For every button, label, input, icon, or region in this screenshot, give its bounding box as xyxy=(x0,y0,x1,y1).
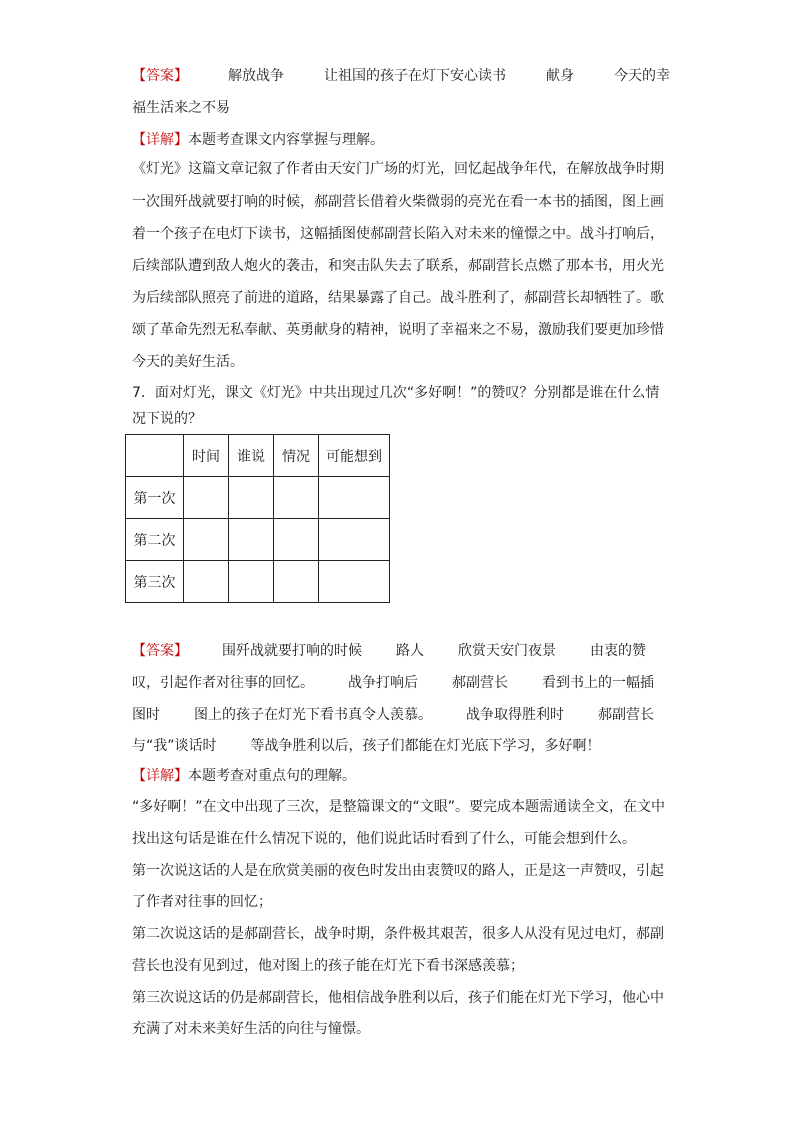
detail-lead: 本题考查课文内容掌握与理解。 xyxy=(188,132,384,148)
answer-line xyxy=(132,641,646,661)
question-line: 况下说的？ xyxy=(132,411,202,427)
detail-tag: 【详解】 xyxy=(132,768,188,784)
detail-text-line: 第一次说这话的人是在欣赏美丽的夜色时发出由衷赞叹的路人，正是这一声赞叹，引起 xyxy=(132,863,664,879)
table-cell xyxy=(274,477,319,519)
detail-text-line: 营长也没有见到过，他对图上的孩子能在灯光下看书深感羡慕； xyxy=(132,958,524,974)
table-cell xyxy=(274,519,319,561)
table-corner-cell xyxy=(126,435,184,477)
table-cell xyxy=(319,561,390,603)
detail-text-line: 了作者对往事的回忆； xyxy=(132,894,272,910)
detail-tag: 【详解】 xyxy=(132,132,188,148)
answer-item: 郝副营长 xyxy=(452,675,508,691)
answer-item: 路人 xyxy=(396,643,424,659)
table-row xyxy=(126,561,390,603)
table-cell xyxy=(184,561,229,603)
question-line: 7．面对灯光，课文《灯光》中共出现过几次“多好啊！”的赞叹？分别都是谁在什么情 xyxy=(132,385,660,401)
table-cell xyxy=(229,561,274,603)
answer-tag: 【答案】 xyxy=(132,643,188,659)
table-cell xyxy=(229,519,274,561)
answer-item: 与“我”谈话时 xyxy=(132,738,217,754)
table-cell xyxy=(229,477,274,519)
table-row-label: 第二次 xyxy=(126,519,184,561)
table-row-label: 第一次 xyxy=(126,477,184,519)
answer-item: 等战争胜利以后，孩子们都能在灯光底下学习，多好啊！ xyxy=(250,738,601,754)
table-header-cell: 情况 xyxy=(274,435,319,477)
table-row xyxy=(126,519,390,561)
answer-item: 围歼战就要打响的时候 xyxy=(222,643,362,659)
table-row-label: 第三次 xyxy=(126,561,184,603)
detail-text-line: 着一个孩子在电灯下读书，这幅插图使郝副营长陷入对未来的憧憬之中。战斗打响后， xyxy=(132,226,664,242)
answer-table xyxy=(125,434,390,603)
detail-text-line: 颂了革命先烈无私奉献、英勇献身的精神，说明了幸福来之不易，激励我们要更加珍惜 xyxy=(132,322,664,338)
table-cell xyxy=(184,477,229,519)
detail-text-line: “多好啊！”在文中出现了三次，是整篇课文的“文眼”。要完成本题需通读全文，在文中 xyxy=(132,799,666,815)
detail-text-line: 《灯光》这篇文章记叙了作者由天安门广场的灯光，回忆起战争年代，在解放战争时期 xyxy=(132,161,664,177)
detail-text-line: 找出这句话是谁在什么情况下说的，他们说此话时看到了什么，可能会想到什么。 xyxy=(132,831,636,847)
table-cell xyxy=(274,561,319,603)
answer-item: 看到书上的一幅插 xyxy=(542,675,654,691)
answer-item: 解放战争 xyxy=(228,68,284,84)
answer-item: 郝副营长 xyxy=(598,707,654,723)
table-header-cell: 可能想到 xyxy=(319,435,390,477)
table-cell xyxy=(319,519,390,561)
detail-text-line: 为后续部队照亮了前进的道路，结果暴露了自己。战斗胜利了，郝副营长却牺牲了。歌 xyxy=(132,290,664,306)
answer-item: 战争取得胜利时 xyxy=(466,707,564,723)
table-row xyxy=(126,477,390,519)
detail-text-line: 第二次说这话的是郝副营长，战争时期，条件极其艰苦，很多人从没有见过电灯，郝副 xyxy=(132,926,664,942)
detail-heading xyxy=(132,130,384,150)
detail-lead: 本题考查对重点句的理解。 xyxy=(188,768,356,784)
answer-line xyxy=(132,673,654,693)
table-header-row xyxy=(126,435,390,477)
detail-text-line: 后续部队遭到敌人炮火的袭击，和突击队失去了联系，郝副营长点燃了那本书，用火光 xyxy=(132,258,664,274)
table-cell xyxy=(184,519,229,561)
answer-item: 战争打响后 xyxy=(348,675,418,691)
detail-heading xyxy=(132,766,356,786)
detail-text-line: 充满了对未来美好生活的向往与憧憬。 xyxy=(132,1021,370,1037)
table-header-cell: 时间 xyxy=(184,435,229,477)
answer-line xyxy=(132,736,601,756)
answer-line-1 xyxy=(132,66,670,86)
answer-item: 献身 xyxy=(546,68,574,84)
detail-text-line: 一次围歼战就要打响的时候，郝副营长借着火柴微弱的亮光在看一本书的插图，图上画 xyxy=(132,194,664,210)
answer-tag: 【答案】 xyxy=(132,68,188,84)
detail-text-line: 第三次说这话的仍是郝副营长，他相信战争胜利以后，孩子们能在灯光下学习，他心中 xyxy=(132,990,664,1006)
answer-item: 让祖国的孩子在灯下安心读书 xyxy=(324,68,506,84)
answer-item: 由衷的赞 xyxy=(590,643,646,659)
answer-item: 欣赏天安门夜景 xyxy=(458,643,556,659)
answer-line-2: 福生活来之不易 xyxy=(132,100,230,116)
table-header-cell: 谁说 xyxy=(229,435,274,477)
detail-text-line: 今天的美好生活。 xyxy=(132,354,244,370)
answer-item: 图上的孩子在灯光下看书真令人羡慕。 xyxy=(194,707,432,723)
answer-item: 图时 xyxy=(132,707,160,723)
table-cell xyxy=(319,477,390,519)
answer-line xyxy=(132,705,654,725)
answer-item: 今天的幸 xyxy=(614,68,670,84)
answer-item: 叹，引起作者对往事的回忆。 xyxy=(132,675,314,691)
